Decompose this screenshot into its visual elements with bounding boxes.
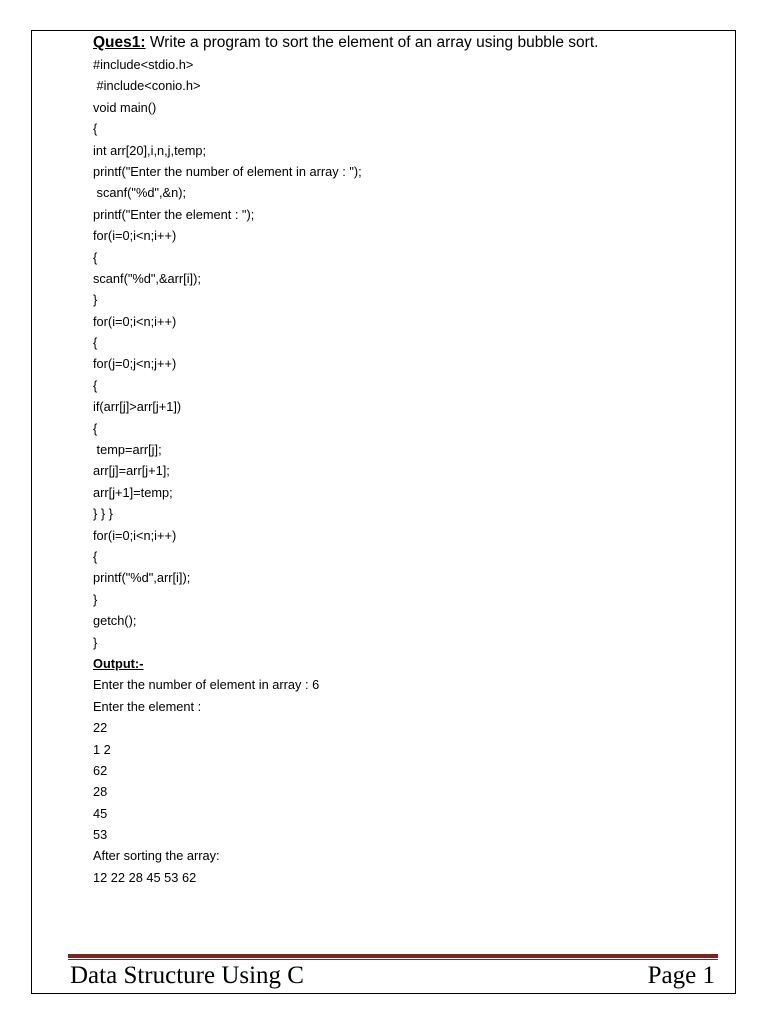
code-line: { [93, 249, 98, 265]
code-listing [93, 54, 713, 653]
code-line: temp=arr[j]; [93, 442, 162, 458]
question-heading [93, 32, 713, 54]
page-footer [70, 960, 715, 992]
code-line: #include<stdio.h> [93, 57, 194, 72]
footer-rule [68, 954, 718, 958]
code-line: { [93, 335, 98, 351]
output-line: 28 [93, 784, 108, 800]
code-line: printf("Enter the number of element in array : "); [93, 163, 362, 179]
output-line: 22 [93, 720, 108, 736]
code-line: arr[j]=arr[j+1]; [93, 463, 170, 479]
code-line: for(j=0;j<n;j++) [93, 356, 177, 372]
code-line: { [93, 420, 98, 436]
output-line: 1 2 [93, 741, 111, 757]
question-text: Write a program to sort the element of an array using bubble sort. [145, 34, 599, 51]
code-line: void main() [93, 99, 157, 115]
code-line: } [93, 591, 98, 607]
code-line: } } } [93, 506, 113, 522]
code-line: printf("%d",arr[i]); [93, 570, 191, 586]
footer-title: Data Structure Using C [70, 962, 304, 989]
output-line: After sorting the array: [93, 848, 220, 864]
output-line: Enter the number of element in array : 6 [93, 677, 320, 693]
question-label: Ques1: [93, 34, 146, 51]
code-line: scanf("%d",&n); [93, 185, 187, 201]
output-line: 12 22 28 45 53 62 [93, 869, 197, 885]
code-line: { [93, 548, 98, 564]
document-body [93, 32, 713, 888]
code-line: for(i=0;i<n;i++) [93, 313, 177, 329]
code-line: #include<conio.h> [93, 78, 201, 94]
code-line: } [93, 634, 98, 650]
output-line: 62 [93, 762, 108, 778]
code-line: { [93, 377, 98, 393]
page-number: Page 1 [647, 962, 715, 989]
code-line: arr[j+1]=temp; [93, 484, 173, 500]
code-line: for(i=0;i<n;i++) [93, 527, 177, 543]
output-line: 53 [93, 827, 108, 843]
code-line: scanf("%d",&arr[i]); [93, 270, 201, 286]
code-line: for(i=0;i<n;i++) [93, 228, 177, 244]
output-heading: Output:- [93, 655, 144, 671]
output-listing [93, 674, 713, 888]
code-line: if(arr[j]>arr[j+1]) [93, 399, 182, 415]
code-line: } [93, 292, 98, 308]
output-line: Enter the element : [93, 698, 202, 714]
code-line: getch(); [93, 613, 137, 629]
code-line: int arr[20],i,n,j,temp; [93, 142, 207, 158]
code-line: printf("Enter the element : "); [93, 206, 255, 222]
code-line: { [93, 121, 98, 137]
output-line: 45 [93, 805, 108, 821]
